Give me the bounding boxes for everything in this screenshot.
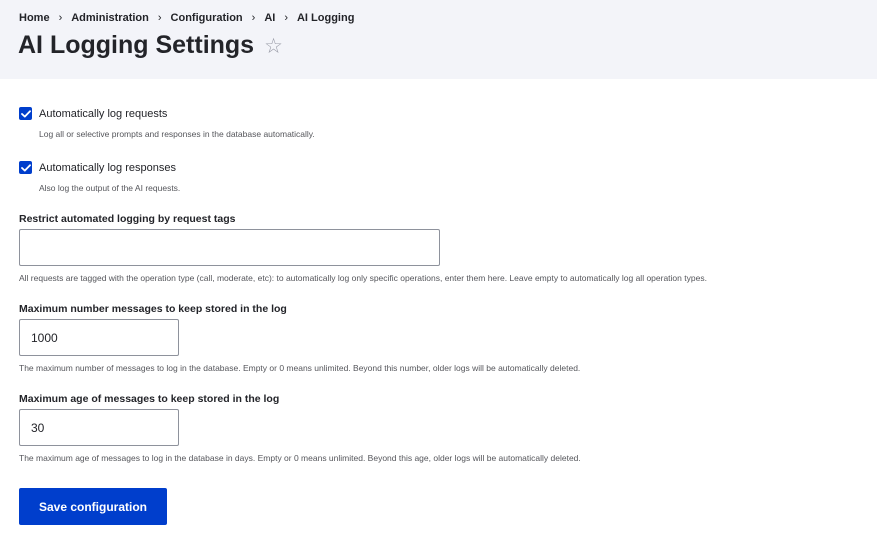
request-tags-label: Restrict automated logging by request tags [19, 213, 236, 225]
log-responses-description: Also log the output of the AI requests. [39, 183, 181, 193]
log-requests-label[interactable]: Automatically log requests [39, 107, 168, 120]
breadcrumb-separator: › [157, 12, 162, 24]
breadcrumb-separator: › [251, 12, 256, 24]
max-age-label: Maximum age of messages to keep stored in the log [19, 393, 280, 405]
max-age-input[interactable] [19, 409, 179, 446]
log-responses-checkbox[interactable] [19, 161, 32, 174]
request-tags-input[interactable] [19, 229, 440, 266]
checkmark-icon [21, 110, 31, 118]
breadcrumb-home[interactable]: Home [19, 12, 50, 24]
page-title-row [18, 31, 283, 60]
log-responses-label[interactable]: Automatically log responses [39, 161, 176, 174]
breadcrumb-configuration[interactable]: Configuration [170, 12, 243, 24]
breadcrumb-ai[interactable]: AI [264, 12, 276, 24]
request-tags-description: All requests are tagged with the operation type (call, moderate, etc): to automatically log only specific operations, enter them here. Leave empty to automatically log all operation types. [19, 273, 707, 283]
breadcrumb-ai-logging[interactable]: AI Logging [296, 12, 355, 24]
breadcrumb [19, 12, 354, 24]
max-messages-description: The maximum number of messages to log in the database. Empty or 0 means unlimited. Beyond this number, older logs will be automatically deleted. [19, 363, 581, 373]
log-requests-row [19, 107, 167, 120]
max-messages-input[interactable] [19, 319, 179, 356]
max-age-description: The maximum age of messages to log in the database in days. Empty or 0 means unlimited. Beyond this age, older logs will be automatically deleted. [19, 453, 581, 463]
breadcrumb-administration[interactable]: Administration [71, 12, 149, 24]
page-title: AI Logging Settings [18, 31, 255, 59]
log-requests-checkbox[interactable] [19, 107, 32, 120]
max-messages-label: Maximum number messages to keep stored in the log [19, 303, 287, 315]
log-responses-row [19, 161, 176, 174]
save-configuration-button[interactable]: Save configuration [19, 488, 167, 525]
star-outline-icon[interactable]: ☆ [264, 33, 283, 58]
breadcrumb-separator: › [58, 12, 63, 24]
breadcrumb-separator: › [284, 12, 288, 24]
checkmark-icon [21, 164, 31, 172]
log-requests-description: Log all or selective prompts and responses in the database automatically. [39, 129, 315, 139]
page-header [0, 0, 877, 79]
